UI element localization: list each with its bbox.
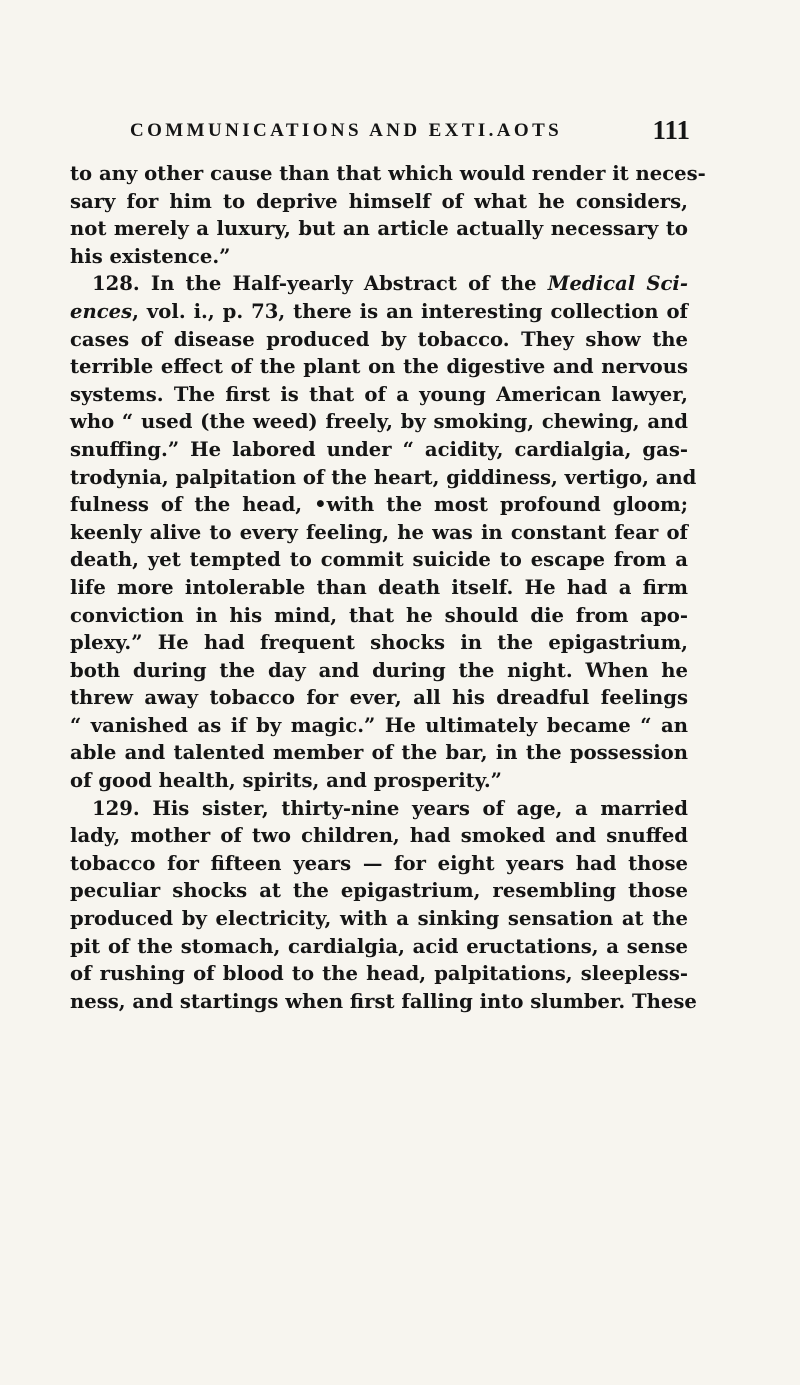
text-line: terrible effect of the plant on the digestive and nervous [70, 355, 688, 379]
text-line: able and talented member of the bar, in the possession [70, 741, 688, 765]
text-line: sary for him to deprive himself of what he considers, [70, 189, 688, 213]
text-line: of rushing of blood to the head, palpitations, sleepless- [70, 962, 688, 986]
text-line: death, yet tempted to commit suicide to escape from a [70, 548, 688, 572]
text-line: conviction in his mind, that he should die from apo- [70, 603, 688, 627]
text-line: life more intolerable than death itself. He had a firm [70, 575, 688, 599]
running-title: COMMUNICATIONS AND EXTI.AOTS [130, 120, 563, 141]
text-line: lady, mother of two children, had smoked and snuffed [70, 824, 688, 848]
text-line: “ vanished as if by magic.” He ultimately became “ an [70, 713, 688, 737]
text-line: peculiar shocks at the epigastrium, resembling those [70, 879, 688, 903]
text-line: snuffing.” He labored under “ acidity, cardialgia, gas- [70, 437, 688, 461]
text-line: fulness of the head, •with the most profound gloom; [70, 493, 688, 517]
text-line: cases of disease produced by tobacco. They show the [70, 327, 688, 351]
text-line: trodynia, palpitation of the heart, giddiness, vertigo, and [70, 465, 697, 489]
text-line: pit of the stomach, cardialgia, acid eructations, a sense [70, 934, 688, 958]
text-line: who “ used (the weed) freely, by smoking, chewing, and [70, 410, 688, 434]
text-line: 128. In the Half-yearly Abstract of the Medical Sci- [92, 272, 688, 296]
body-text [70, 160, 706, 1015]
page-number: 111 [652, 115, 690, 145]
text-line: both during the day and during the night. When he [70, 658, 688, 682]
text-line: ness, and startings when first falling into slumber. These [70, 989, 697, 1013]
text-line: his existence.” [70, 244, 231, 268]
text-line: of good health, spirits, and prosperity.” [70, 769, 502, 793]
text-line: systems. The first is that of a young American lawyer, [70, 382, 688, 406]
text-line: not merely a luxury, but an article actually necessary to [70, 217, 688, 241]
text-line: produced by electricity, with a sinking sensation at the [70, 907, 688, 931]
text-line: keenly alive to every feeling, he was in constant fear of [70, 520, 688, 544]
journal-title: ences [70, 299, 133, 323]
text-line: tobacco for fifteen years — for eight years had those [70, 851, 688, 875]
text-line: threw away tobacco for ever, all his dreadful feelings [70, 686, 688, 710]
text-line: ences, vol. i., p. 73, there is an interesting collection of [70, 299, 688, 323]
text-line: plexy.” He had frequent shocks in the epigastrium, [70, 631, 688, 655]
text-line: to any other cause than that which would render it neces- [70, 162, 706, 185]
journal-title: Medical Sci- [547, 272, 688, 296]
running-head [130, 115, 690, 148]
text-line: 129. His sister, thirty-nine years of age, a married [92, 796, 688, 820]
